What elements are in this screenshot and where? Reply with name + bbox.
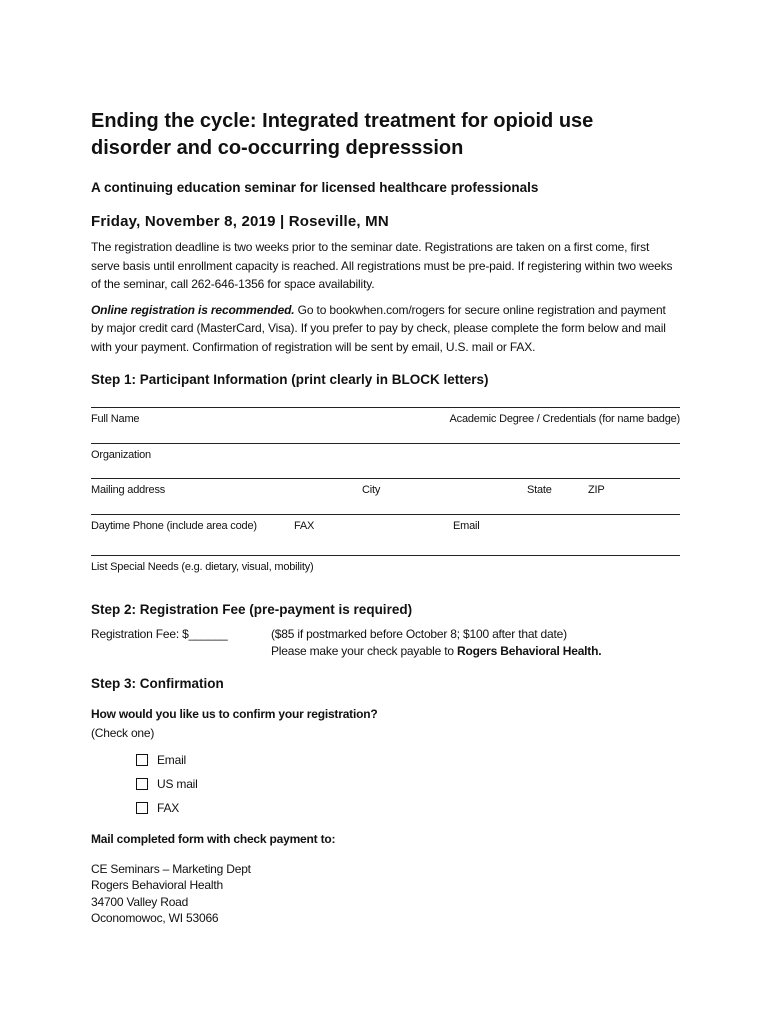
option-email-label: Email xyxy=(157,752,187,767)
zip-label: ZIP xyxy=(588,484,605,496)
online-registration-emphasis: Online registration is recommended. xyxy=(91,302,295,317)
full-name-row[interactable] xyxy=(91,407,680,443)
option-email[interactable] xyxy=(136,748,680,772)
mail-instructions-heading: Mail completed form with check payment to: xyxy=(91,831,336,846)
address-line: Oconomowoc, WI 53066 xyxy=(91,911,219,925)
special-needs-row[interactable] xyxy=(91,555,680,580)
check-payable-name: Rogers Behavioral Health. xyxy=(456,643,602,658)
address-row[interactable] xyxy=(91,478,680,514)
registration-form-page xyxy=(91,108,680,927)
confirmation-options xyxy=(136,748,680,820)
seminar-subtitle: A continuing education seminar for licensed healthcare professionals xyxy=(91,180,539,195)
check-one-instruction: (Check one) xyxy=(91,725,155,740)
organization-label: Organization xyxy=(91,448,151,461)
step3-heading: Step 3: Confirmation xyxy=(91,675,224,691)
full-name-label: Full Name xyxy=(91,413,140,425)
registration-fee-block xyxy=(91,625,680,663)
title-line-2: disorder and co-occurring depresssion xyxy=(91,137,464,159)
address-line: CE Seminars – Marketing Dept xyxy=(91,861,251,876)
contact-row[interactable] xyxy=(91,514,680,555)
document-title xyxy=(91,108,680,162)
option-us-mail[interactable] xyxy=(136,772,680,796)
option-us-mail-label: US mail xyxy=(157,776,198,791)
option-fax[interactable] xyxy=(136,796,680,820)
date-location: Friday, November 8, 2019 | Roseville, MN xyxy=(91,213,389,230)
registration-fee-field[interactable]: Registration Fee: $______ xyxy=(91,626,228,641)
city-label: City xyxy=(362,484,381,496)
step2-heading: Step 2: Registration Fee (pre-payment is required) xyxy=(91,601,413,617)
organization-row[interactable] xyxy=(91,443,680,479)
address-line: Rogers Behavioral Health xyxy=(91,878,223,892)
check-payable-note xyxy=(271,644,601,658)
step1-heading: Step 1: Participant Information (print clearly in BLOCK letters) xyxy=(91,372,489,387)
fax-checkbox[interactable] xyxy=(136,802,148,814)
academic-degree-label: Academic Degree / Credentials (for name badge) xyxy=(449,413,680,425)
email-checkbox[interactable] xyxy=(136,754,148,766)
address-line: 34700 Valley Road xyxy=(91,894,189,909)
mailing-address-label: Mailing address xyxy=(91,484,166,496)
fax-label: FAX xyxy=(294,519,315,532)
state-label: State xyxy=(527,484,552,496)
confirmation-question: How would you like us to confirm your registration? xyxy=(91,706,378,721)
special-needs-label: List Special Needs (e.g. dietary, visual, mobility) xyxy=(91,560,314,573)
daytime-phone-label: Daytime Phone (include area code) xyxy=(91,519,257,532)
online-registration-paragraph xyxy=(91,301,680,357)
online-registration-text: Go to bookwhen.com/rogers for secure online registration and payment by major credit card (MasterCard, Visa). If you prefer to pay by check, please complete the form below and mail with your payment. Confirmation of registration will be sent by email, U.S. mail or FAX. xyxy=(91,302,666,354)
check-payable-prefix: Please make your check payable to xyxy=(271,643,457,658)
mailing-address-block xyxy=(91,861,680,927)
fee-pricing-note: ($85 if postmarked before October 8; $100 after that date) xyxy=(271,626,567,641)
us-mail-checkbox[interactable] xyxy=(136,778,148,790)
option-fax-label: FAX xyxy=(157,800,180,815)
deadline-paragraph: The registration deadline is two weeks prior to the seminar date. Registrations are taken on a first come, first serve basis until enrollment capacity is reached. All registrations must be pre-paid. If registering within two weeks of the seminar, call 262-646-1356 for space availability. xyxy=(91,240,673,291)
participant-info-fields xyxy=(91,407,680,580)
email-label: Email xyxy=(453,519,480,532)
title-line-1: Ending the cycle: Integrated treatment for opioid use xyxy=(91,110,594,132)
